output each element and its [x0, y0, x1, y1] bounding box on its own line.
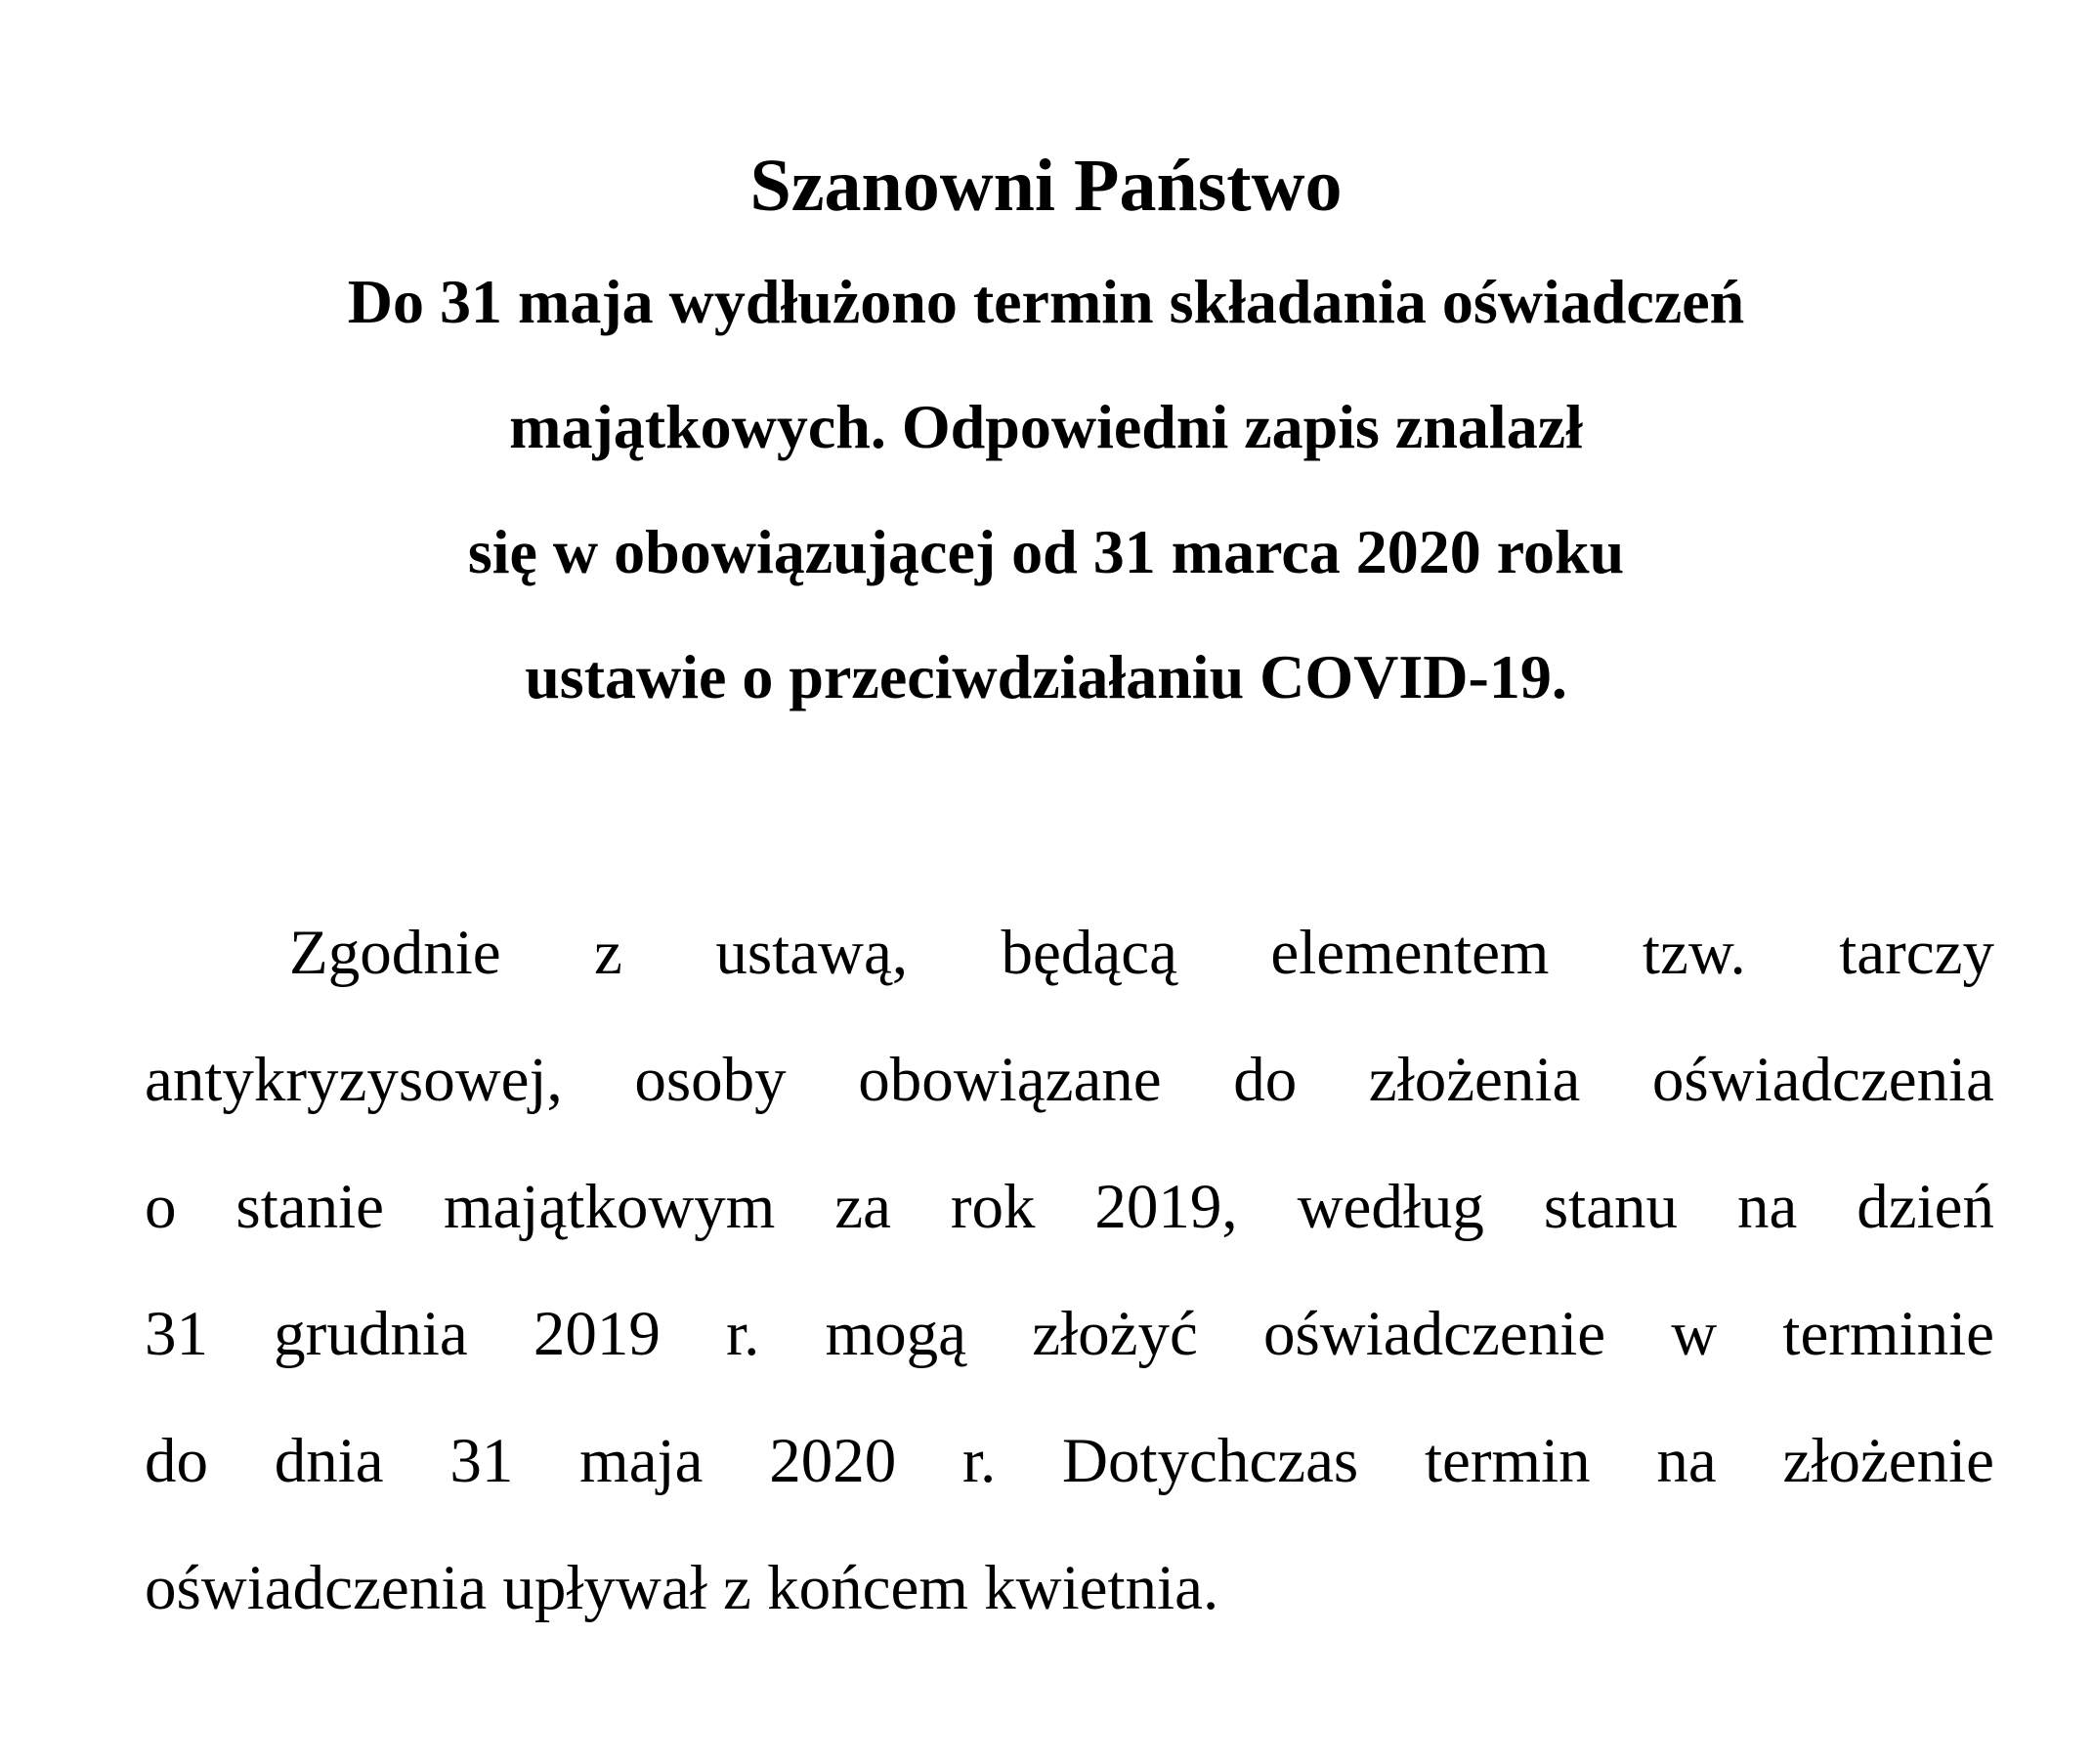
body-paragraph [145, 889, 1994, 1652]
body-line-6: oświadczenia upływał z końcem kwietnia. [145, 1553, 1219, 1623]
body-line-3: o stanie majątkowym za rok 2019, według stanu na dzień [145, 1172, 1994, 1242]
headline-line-3: się w obowiązującej od 31 marca 2020 roku [467, 517, 1625, 586]
headline-line-1: Do 31 maja wydłużono termin składania oświadczeń [347, 267, 1745, 336]
headline-line-2: majątkowych. Odpowiedni zapis znalazł [509, 392, 1583, 461]
announcement-heading [0, 132, 2092, 740]
greeting: Szanowni Państwo [749, 145, 1343, 227]
body-line-2: antykryzysowej, osoby obowiązane do złożenia oświadczenia [145, 1045, 1994, 1115]
headline-line-4: ustawie o przeciwdziałaniu COVID-19. [525, 642, 1567, 711]
body-line-4: 31 grudnia 2019 r. mogą złożyć oświadczenie w terminie [145, 1299, 1994, 1369]
body-line-5: do dnia 31 maja 2020 r. Dotychczas termin na złożenie [145, 1426, 1994, 1496]
body-line-1: Zgodnie z ustawą, będącą elementem tzw. tarczy [289, 918, 1994, 988]
